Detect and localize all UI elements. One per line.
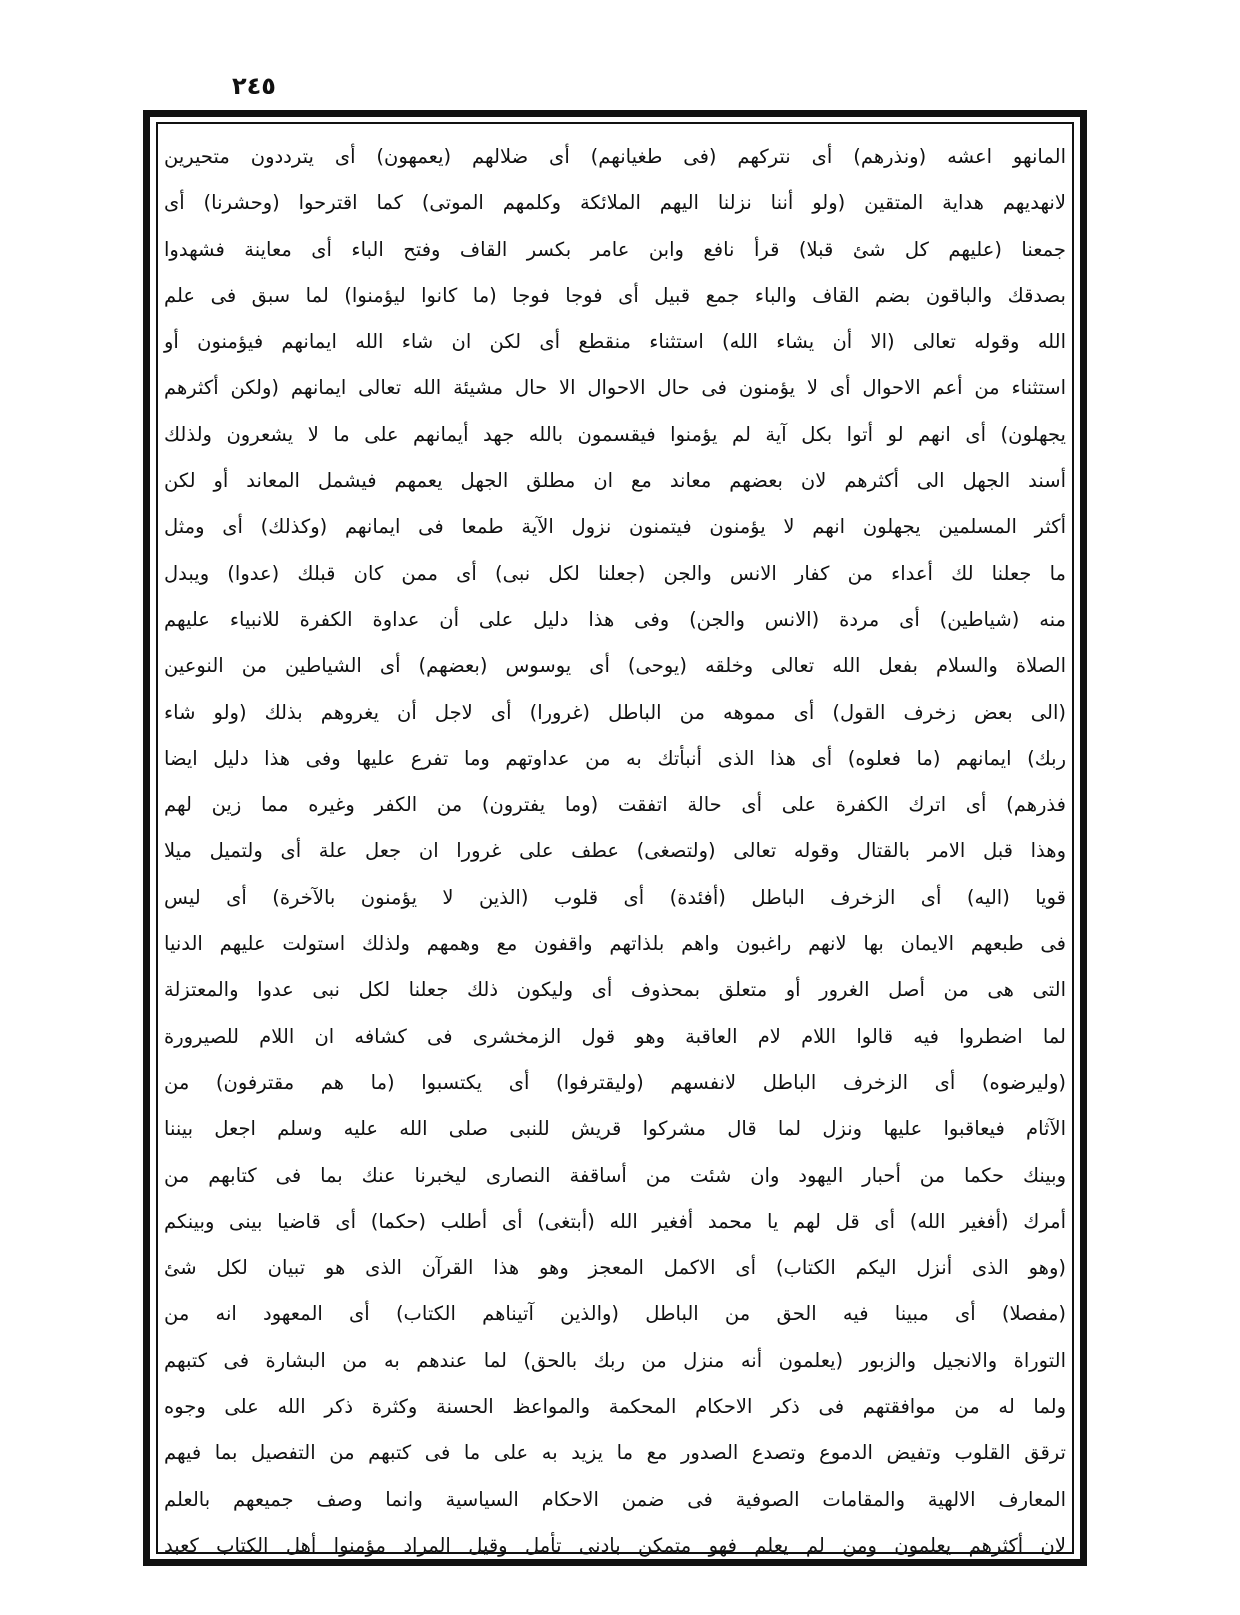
text-line: أكثر المسلمين يجهلون انهم لا يؤمنون فيتمنون نزول الآية طمعا فى ايمانهم (وكذلك) أى ومثل	[164, 515, 1066, 539]
text-line: ما جعلنا لك أعداء من كفار الانس والجن (جعلنا لكل نبى) أى ممن كان قبلك (عدوا) ويبدل	[164, 561, 1066, 585]
page-number: ٢٤٥	[232, 72, 276, 100]
text-line: التوراة والانجيل والزبور (يعلمون أنه منزل من ربك بالحق) لما عندهم به من البشارة فى كتبهم	[164, 1348, 1066, 1372]
text-line: التى هى من أصل الغرور أو متعلق بمحذوف أى وليكون ذلك جعلنا لكل نبى عدوا والمعتزلة	[164, 978, 1066, 1002]
text-line: لما اضطروا فيه قالوا اللام لام العاقبة وهو قول الزمخشرى فى كشافه ان اللام للصيرورة	[164, 1024, 1066, 1048]
text-line: الآثام فيعاقبوا عليها ونزل لما قال مشركوا قريش للنبى صلى الله عليه وسلم اجعل بيننا	[164, 1117, 1066, 1141]
text-line: (وهو الذى أنزل اليكم الكتاب) أى الاكمل المعجز وهو هذا القرآن الذى هو تبيان لكل شئ	[164, 1256, 1066, 1280]
text-line: فذرهم) أى اترك الكفرة على أى حالة اتفقت (وما يفترون) من الكفر وغيره مما زين لهم	[164, 793, 1066, 817]
text-line: يجهلون) أى انهم لو أتوا بكل آية لم يؤمنوا فيقسمون بالله جهد أيمانهم على ما لا يشعرون ولذلك	[164, 422, 1066, 446]
text-line: بصدقك والباقون بضم القاف والباء جمع قبيل أى فوجا فوجا (ما كانوا ليؤمنوا) لما سبق فى علم	[164, 283, 1066, 307]
text-line: جمعنا (عليهم كل شئ قبلا) قرأ نافع وابن عامر بكسر القاف وفتح الباء أى معاينة فشهدوا	[164, 237, 1066, 261]
text-line: الصلاة والسلام بفعل الله تعالى وخلقه (يوحى) أى يوسوس (بعضهم) أى الشياطين من النوعين	[164, 654, 1066, 678]
text-line: وهذا قبل الامر بالقتال وقوله تعالى (ولتصغى) عطف على غرورا ان جعل علة أى ولتميل ميلا	[164, 839, 1066, 863]
text-line: استثناء من أعم الاحوال أى لا يؤمنون فى حال الاحوال الا حال مشيئة الله تعالى ايمانهم (ولكن أكثرهم	[164, 376, 1066, 400]
text-line: قويا (اليه) أى الزخرف الباطل (أفئدة) أى قلوب (الذين لا يؤمنون بالآخرة) أى ليس	[164, 885, 1066, 909]
text-line: المانهو اعشه (ونذرهم) أى نتركهم (فى طغيانهم) أى ضلالهم (يعمهون) أى يترددون متحيرين	[164, 145, 1066, 168]
text-line: (وليرضوه) أى الزخرف الباطل لانفسهم (وليقترفوا) أى يكتسبوا (ما هم مقترفون) من	[164, 1070, 1066, 1094]
text-line: منه (شياطين) أى مردة (الانس والجن) وفى هذا دليل على أن عداوة الكفرة للانبياء عليهم	[164, 607, 1066, 631]
text-line: ربك) ايمانهم (ما فعلوه) أى هذا الذى أنبأتك به من عداوتهم وما تفرع عليها وفى هذا دليل ايضا	[164, 746, 1066, 770]
commentary-text	[164, 134, 1066, 1557]
text-line: (مفصلا) أى مبينا فيه الحق من الباطل (والذين آتيناهم الكتاب) أى المعهود انه من	[164, 1302, 1066, 1326]
text-line: الله وقوله تعالى (الا أن يشاء الله) استثناء منقطع أى لكن ان شاء الله ايمانهم فيؤمنون أو	[164, 330, 1066, 354]
text-line: لانهديهم هداية المتقين (ولو أننا نزلنا اليهم الملائكة وكلمهم الموتى) كما اقترحوا (وحشرنا) أى	[164, 191, 1066, 215]
text-line: لان أكثرهم يعلمون ومن لم يعلم فهو متمكن بادنى تأمل وقيل المراد مؤمنوا أهل الكتاب كعبد	[164, 1533, 1066, 1557]
text-line: المعارف الالهية والمقامات الصوفية فى ضمن الاحكام السياسية وانما وصف جميعهم بالعلم	[164, 1487, 1066, 1511]
text-line: أمرك (أفغير الله) أى قل لهم يا محمد أفغير الله (أبتغى) أى أطلب (حكما) أى قاضيا بينى وبينكم	[164, 1209, 1066, 1233]
text-line: فى طبعهم الايمان بها لانهم راغبون واهم بلذاتهم واقفون مع وهمهم ولذلك استولت عليهم الدنيا	[164, 932, 1066, 956]
text-line: وبينك حكما من أحبار اليهود وان شئت من أساقفة النصارى ليخبرنا عنك بما فى كتابهم من	[164, 1163, 1066, 1187]
text-line: (الى بعض زخرف القول) أى مموهه من الباطل (غرورا) أى لاجل أن يغروهم بذلك (ولو شاء	[164, 700, 1066, 724]
text-line: ولما له من موافقتهم فى ذكر الاحكام المحكمة والمواعظ الحسنة وكثرة ذكر الله على وجوه	[164, 1395, 1066, 1419]
text-line: أسند الجهل الى أكثرهم لان بعضهم معاند مع ان مطلق الجهل يعمهم فيشمل المعاند أو لكن	[164, 469, 1066, 493]
text-line: ترقق القلوب وتفيض الدموع وتصدع الصدور مع ما يزيد به على ما فى كتبهم من التفصيل بما فيهم	[164, 1441, 1066, 1465]
